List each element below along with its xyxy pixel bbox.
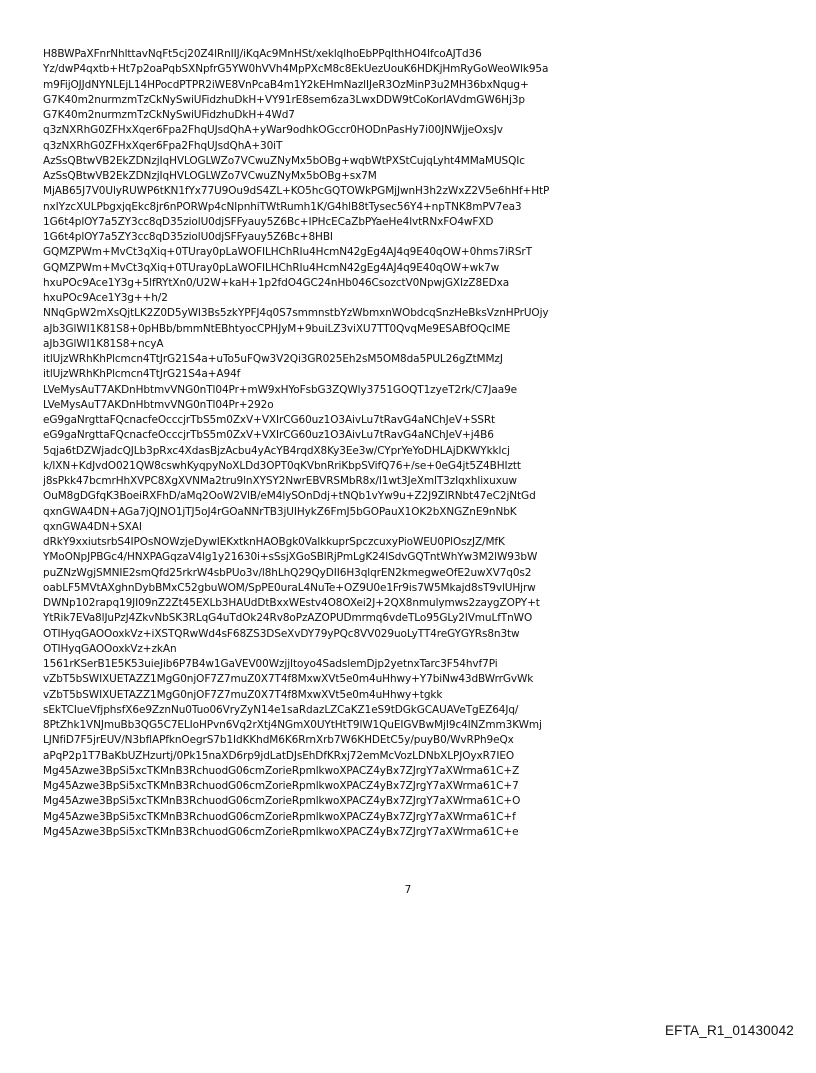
text-line: j8sPkk47bcmrHhXVPC8XgXVNMa2tru9lnXYSY2NwrEBVRSMbR8x/I1wt3JeXmlT3zIqxhlixuxuw: [43, 475, 517, 487]
text-line: OTIHyqGAOOoxkVz+zkAn: [43, 642, 177, 655]
text-line: q3zNXRhG0ZFHxXqer6Fpa2FhqUJsdQhA+yWar9odhkOGccr0HODnPasHy7i00JNWjjeOxsJv: [43, 124, 503, 137]
text-line: Mg45Azwe3BpSi5xcTKMnB3RchuodG06cmZorieRpmlkwoXPACZ4yBx7ZJrgY7aXWrma61C+7: [43, 780, 519, 792]
text-line: LVeMysAuT7AKDnHbtmvVNG0nTl04Pr+mW9xHYoFsbG3ZQWly3751GOQT1zyeT2rk/C7Jaa9e: [43, 383, 518, 396]
text-line: oabLF5MVtAXghnDybBMxC52gbuWOM/SpPE0uraL4NuTe+OZ9U0e1Fr9is7W5Mkajd8sT9vlUHjrw: [43, 581, 536, 594]
text-line: G7K40m2nurmzmTzCkNySwiUFidzhuDkH+4Wd7: [43, 109, 295, 121]
text-line: m9FijOJJdNYNLEjL14HPocdPTPR2iWE8VnPcaB4m1Y2kEHmNazlIJeR3OzMinP3u2MH36bxNqug+: [43, 78, 529, 91]
page-number: 7: [404, 884, 412, 896]
text-line: Mg45Azwe3BpSi5xcTKMnB3RchuodG06cmZorieRpmlkwoXPACZ4yBx7ZJrgY7aXWrma61C+e: [43, 825, 519, 838]
text-line: AzSsQBtwVB2EkZDNzjIqHVLOGLWZo7VCwuZNyMx5bOBg+wqbWtPXStCujqLyht4MMaMUSQIc: [43, 154, 525, 167]
text-line: hxuPOc9Ace1Y3g++h/2: [43, 292, 168, 304]
text-line: H8BWPaXFnrNhlttavNqFt5cj20Z4lRnIIJ/iKqAc9MnHSt/xeklqlhoEbPPqlthHO4IfcoAJTd36: [43, 48, 482, 60]
text-line: LJNfiD7F5jrEUV/N3bflAPfknOegrS7b1IdKKhdM6K6RrnXrb7W6KHDEtC5y/puyB0/WvRPh9eQx: [43, 734, 514, 747]
text-line: aJb3GlWI1K81S8+ncyA: [43, 337, 164, 350]
text-line: Yz/dwP4qxtb+Ht7p2oaPqbSXNpfrG5YW0hVVh4MpPXcM8c8EkUezUouK6HDKjHmRyGoWeoWlk95a: [43, 63, 549, 76]
text-line: eG9gaNrgttaFQcnacfeOcccjrTbS5m0ZxV+VXIrCG60uz1O3AivLu7tRavG4aNChJeV+SSRt: [43, 414, 496, 426]
text-line: AzSsQBtwVB2EkZDNzjIqHVLOGLWZo7VCwuZNyMx5bOBg+sx7M: [43, 170, 377, 182]
text-line: aJb3GlWI1K81S8+0pHBb/bmmNtEBhtyocCPHJyM+9buiLZ3viXU7TT0QvqMe9ESABfOQclME: [43, 322, 511, 335]
encoded-text-block: [43, 47, 783, 840]
text-line: dRkY9xxiutsrbS4IPOsNOWzjeDywIEKxtknHAOBgk0ValkkuprSpczcuxyPioWEU0PlOszJZ/MfK: [43, 536, 505, 548]
text-line: qxnGWA4DN+SXAI: [43, 520, 142, 533]
text-line: itlUjzWRhKhPlcmcn4TtJrG21S4a+A94f: [43, 368, 241, 381]
text-line: Mg45Azwe3BpSi5xcTKMnB3RchuodG06cmZorieRpmlkwoXPACZ4yBx7ZJrgY7aXWrma61C+f: [43, 810, 516, 823]
text-line: MjAB65J7V0UlyRUWP6tKN1fYx77U9Ou9dS4ZL+KO5hcGQTOWkPGMjJwnH3h2zWxZ2V5e6hHf+HtP: [43, 185, 550, 198]
text-line: qxnGWA4DN+AGa7jQJNO1jTJ5oJ4rGOaNNrTB3jUIHykZ6FmJ5bGOPauX1OK2bXNGZnE9nNbK: [43, 505, 517, 518]
text-line: nxIYzcXULPbgxjqEkc8jr6nPORWp4cNlpnhiTWtRumh1K/G4hlB8tTysec56Y4+npTNK8mPV7ea3: [43, 200, 522, 213]
text-line: OTIHyqGAOOoxkVz+iXSTQRwWd4sF68ZS3DSeXvDY79yPQc8VV029uoLyTT4reGYGYRs8n3tw: [43, 627, 520, 640]
text-line: LVeMysAuT7AKDnHbtmvVNG0nTl04Pr+292o: [43, 398, 274, 411]
text-line: YMoONpJPBGc4/HNXPAGqzaV4lg1y21630i+sSsjXGoSBlRjPmLgK24lSdvGQTntWhYw3M2lW93bW: [43, 551, 538, 564]
text-line: 1G6t4plOY7a5ZY3cc8qD35ziolU0djSFFyauy5Z6Bc+IPHcECaZbPYaeHe4lvtRNxFO4wFXD: [43, 215, 494, 228]
text-line: aPqP2p1T7BaKbUZHzurtj/0Pk15naXD6rp9jdLatDJsEhDfKRxj72emMcVozLDNbXLPJOyxR7IEO: [43, 749, 515, 762]
text-line: hxuPOc9Ace1Y3g+5lfRYtXn0/U2W+kaH+1p2fdO4GC24nHb046CsozctV0NpwjGXIzZ8EDxa: [43, 276, 510, 289]
text-line: GQMZPWm+MvCt3qXiq+0TUray0pLaWOFILHChRIu4HcmN42gEg4AJ4q9E40qOW+wk7w: [43, 261, 500, 274]
text-line: itlUjzWRhKhPlcmcn4TtJrG21S4a+uTo5uFQw3V2Qi3GR025Eh2sM5OM8da5PUL26gZtMMzJ: [43, 353, 503, 365]
text-line: YtRik7EVa8lJuPzJ4ZkvNbSK3RLqG4uTdOk24Rv8oPzAZOPUDmrmq6vdeTLo95GLy2lVmuLfTnWO: [43, 612, 533, 625]
text-line: GQMZPWm+MvCt3qXiq+0TUray0pLaWOFILHChRIu4HcmN42gEg4AJ4q9E40qOW+0hms7iRSrT: [43, 246, 532, 259]
text-line: q3zNXRhG0ZFHxXqer6Fpa2FhqUJsdQhA+30iT: [43, 139, 283, 152]
text-line: OuM8gDGfqK3BoeiRXFhD/aMq2OoW2VlB/eM4lySOnDdj+tNQb1vYw9u+Z2J9ZlRNbt47eC2jNtGd: [43, 490, 536, 503]
text-line: vZbT5bSWIXUETAZZ1MgG0njOF7Z7muZ0X7T4f8MxwXVt5e0m4uHhwy+tgkk: [43, 688, 443, 701]
text-line: NNqGpW2mXsQjtLK2Z0D5yWI3Bs5zkYPFJ4q0S7smmnstbYzWbmxnWObdcqSnzHeBksVznHPrUOjy: [43, 307, 549, 320]
text-line: eG9gaNrgttaFQcnacfeOcccjrTbS5m0ZxV+VXIrCG60uz1O3AivLu7tRavG4aNChJeV+j4B6: [43, 429, 494, 442]
text-line: 8PtZhk1VNJmuBb3QG5C7ELIoHPvn6Vq2rXtj4NGmX0UYtHtT9lW1QuEIGVBwMjI9c4lNZmm3KWmj: [43, 719, 542, 731]
text-line: k/lXN+KdJvdO021QW8cswhKyqpyNoXLDd3OPT0qKVbnRriKbpSVifQ76+/se+0eG4jt5Z4BHIztt: [43, 459, 521, 472]
text-line: 1G6t4plOY7a5ZY3cc8qD35ziolU0djSFFyauy5Z6Bc+8HBI: [43, 231, 333, 243]
text-line: sEkTCIueVfjphsfX6e9ZznNu0Tuo06VryZyN14e1saRdazLZCaKZ1eS9tDGkGCAUAVeTgEZ64Jq/: [43, 703, 519, 716]
text-line: Mg45Azwe3BpSi5xcTKMnB3RchuodG06cmZorieRpmlkwoXPACZ4yBx7ZJrgY7aXWrma61C+Z: [43, 764, 520, 777]
text-line: DWNp102rapq19JI09nZ2Zt45EXLb3HAUdDtBxxWEstv4O8OXei2J+2QX8nmulymws2zaygZOPY+t: [43, 597, 540, 609]
text-line: 5qja6tDZWjadcQJLb3pRxc4XdasBjzAcbu4yAcYB4rqdX8Ky3Ee3w/CYprYeYoDHLAjDKWYkklcj: [43, 444, 510, 457]
text-line: Mg45Azwe3BpSi5xcTKMnB3RchuodG06cmZorieRpmlkwoXPACZ4yBx7ZJrgY7aXWrma61C+O: [43, 795, 521, 808]
text-line: G7K40m2nurmzmTzCkNySwiUFidzhuDkH+VY91rE8sem6za3LwxDDW9tCoKorIAVdmGW6Hj3p: [43, 93, 525, 106]
text-line: vZbT5bSWIXUETAZZ1MgG0njOF7Z7muZ0X7T4f8MxwXVt5e0m4uHhwy+Y7biNw43dBWrrGvWk: [43, 673, 534, 686]
text-line: puZNzWgjSMNIE2smQfd25rkrW4sbPUo3v/l8hLhQ29QyDII6H3qlqrEN2kmegweOfE2uwXV7q0s2: [43, 566, 532, 579]
document-id-stamp: EFTA_R1_01430042: [664, 1023, 794, 1038]
text-line: 1561rKSerB1E5K53uieJib6P7B4w1GaVEV00WzjjItoyo4SadslemDjp2yetnxTarc3F54hvf7Pi: [43, 658, 498, 670]
